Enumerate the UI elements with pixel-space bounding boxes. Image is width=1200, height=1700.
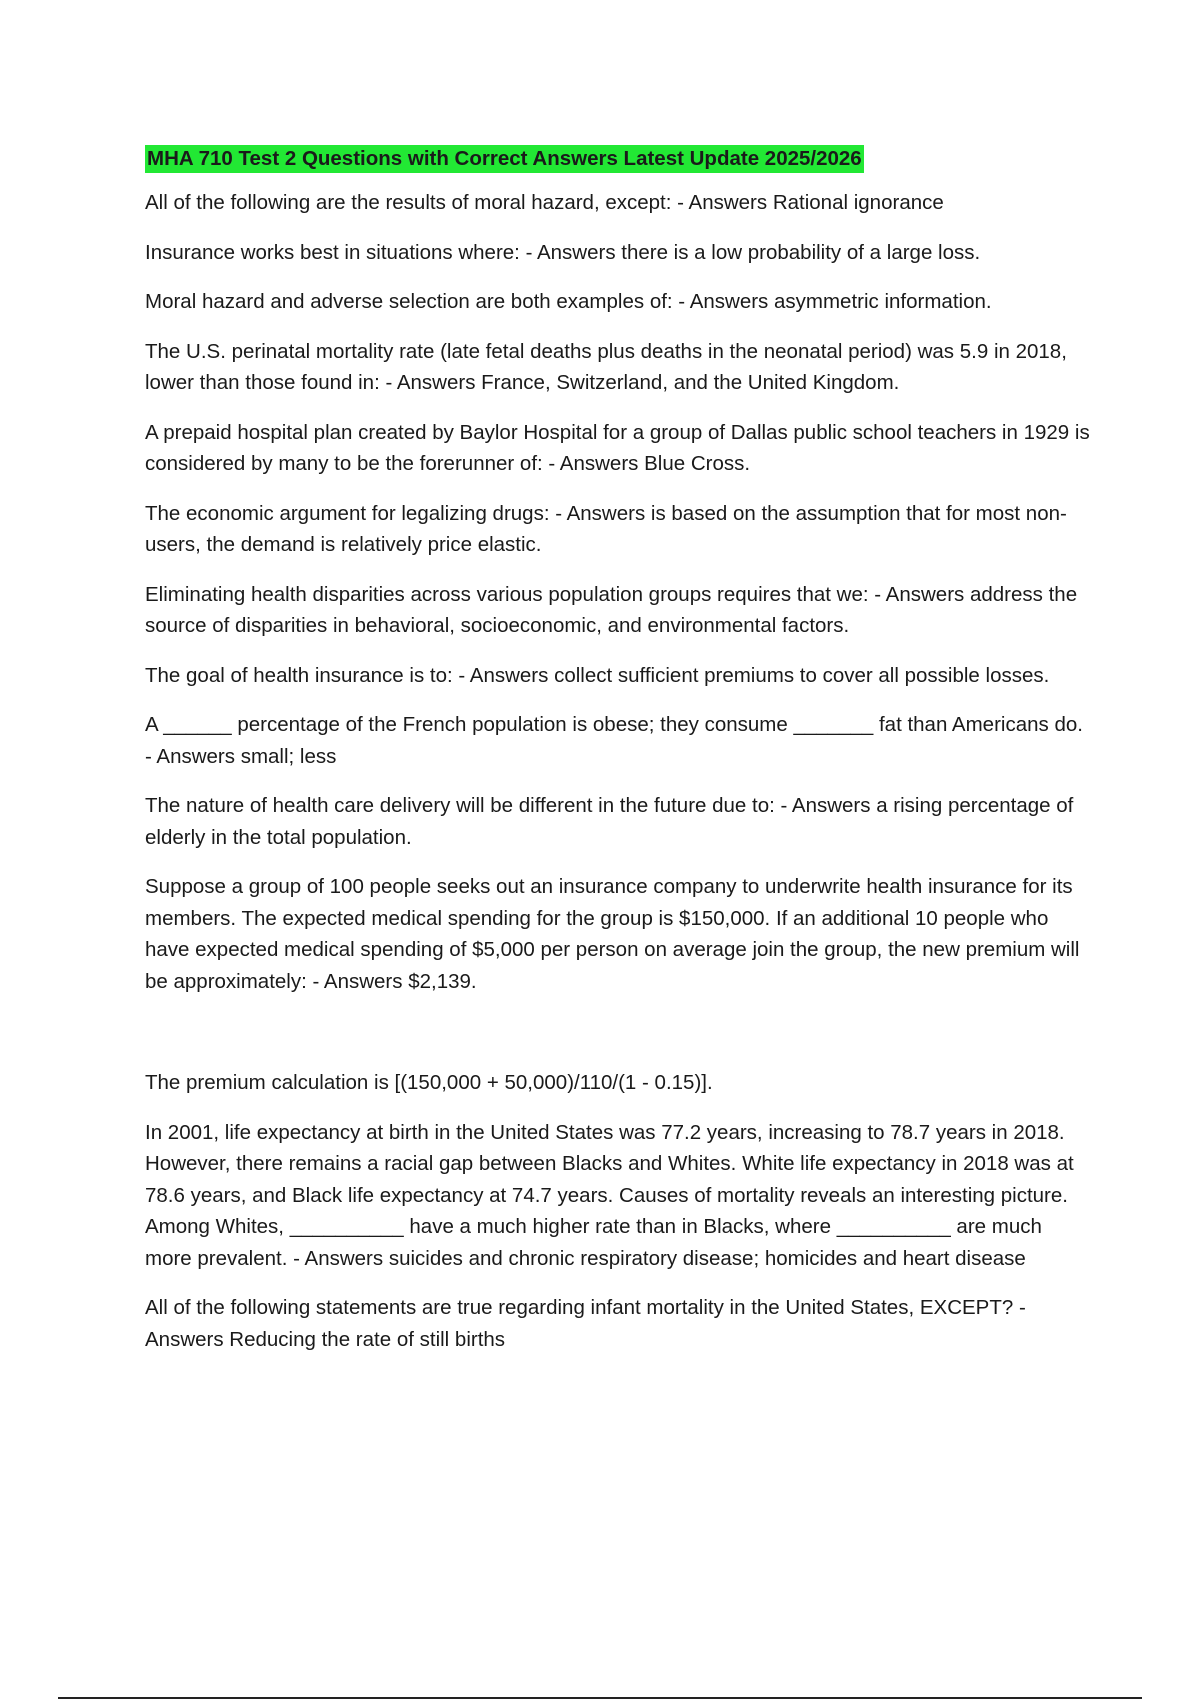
qa-item-11: Suppose a group of 100 people seeks out an insurance company to underwrite health insurance for its members. The expected medical spending for the group is $150,000. If an additional 10 people who have expected medical spending of $5,000 per person on average join the group, the new premium will be approximately: - Answers $2,139.	[145, 875, 1080, 993]
qa-item-6: The economic argument for legalizing drugs: - Answers is based on the assumption that for most non-users, the demand is relatively price elastic.	[145, 501, 1067, 556]
qa-item-1: All of the following are the results of moral hazard, except: - Answers Rational ignorance	[145, 191, 944, 214]
qa-item-7: Eliminating health disparities across various population groups requires that we: - Answers address the source of disparities in behavioral, socioeconomic, and environmental factors.	[145, 582, 1078, 637]
qa-item-13: All of the following statements are true regarding infant mortality in the United States, EXCEPT? - Answers Reducing the rate of still births	[145, 1296, 1026, 1351]
qa-item-12: In 2001, life expectancy at birth in the United States was 77.2 years, increasing to 78.7 years in 2018. However, there remains a racial gap between Blacks and Whites. White life expectancy in 2018 was at 78.6 years, and Black life expectancy at 74.7 years. Causes of mortality reveals an interesting picture. Among Whites, __________ have a much higher rate than in Blacks, where __________ are much more prevalent. - Answers suicides and chronic respiratory disease; homicides and heart disease	[145, 1120, 1074, 1270]
qa-item-5: A prepaid hospital plan created by Baylor Hospital for a group of Dallas public school teachers in 1929 is considered by many to be the forerunner of: - Answers Blue Cross.	[145, 420, 1090, 475]
qa-item-8: The goal of health insurance is to: - Answers collect sufficient premiums to cover all possible losses.	[145, 663, 1050, 687]
document-body	[145, 145, 1090, 1373]
document-title: MHA 710 Test 2 Questions with Correct Answers Latest Update 2025/2026	[145, 145, 864, 173]
qa-item-4: The U.S. perinatal mortality rate (late fetal deaths plus deaths in the neonatal period) was 5.9 in 2018, lower than those found in: - Answers France, Switzerland, and the United Kingdom.	[145, 339, 1067, 394]
qa-item-10: The nature of health care delivery will be different in the future due to: - Answers a rising percentage of elderly in the total population.	[145, 794, 1074, 849]
qa-item-2: Insurance works best in situations where: - Answers there is a low probability of a large loss.	[145, 240, 981, 264]
qa-item-3: Moral hazard and adverse selection are both examples of: - Answers asymmetric information.	[145, 290, 992, 313]
footer-divider	[58, 1697, 1142, 1699]
premium-calculation-note: The premium calculation is [(150,000 + 50,000)/110/(1 - 0.15)].	[145, 1071, 713, 1094]
qa-item-9: A ______ percentage of the French population is obese; they consume _______ fat than Americans do. - Answers small; less	[145, 713, 1083, 768]
